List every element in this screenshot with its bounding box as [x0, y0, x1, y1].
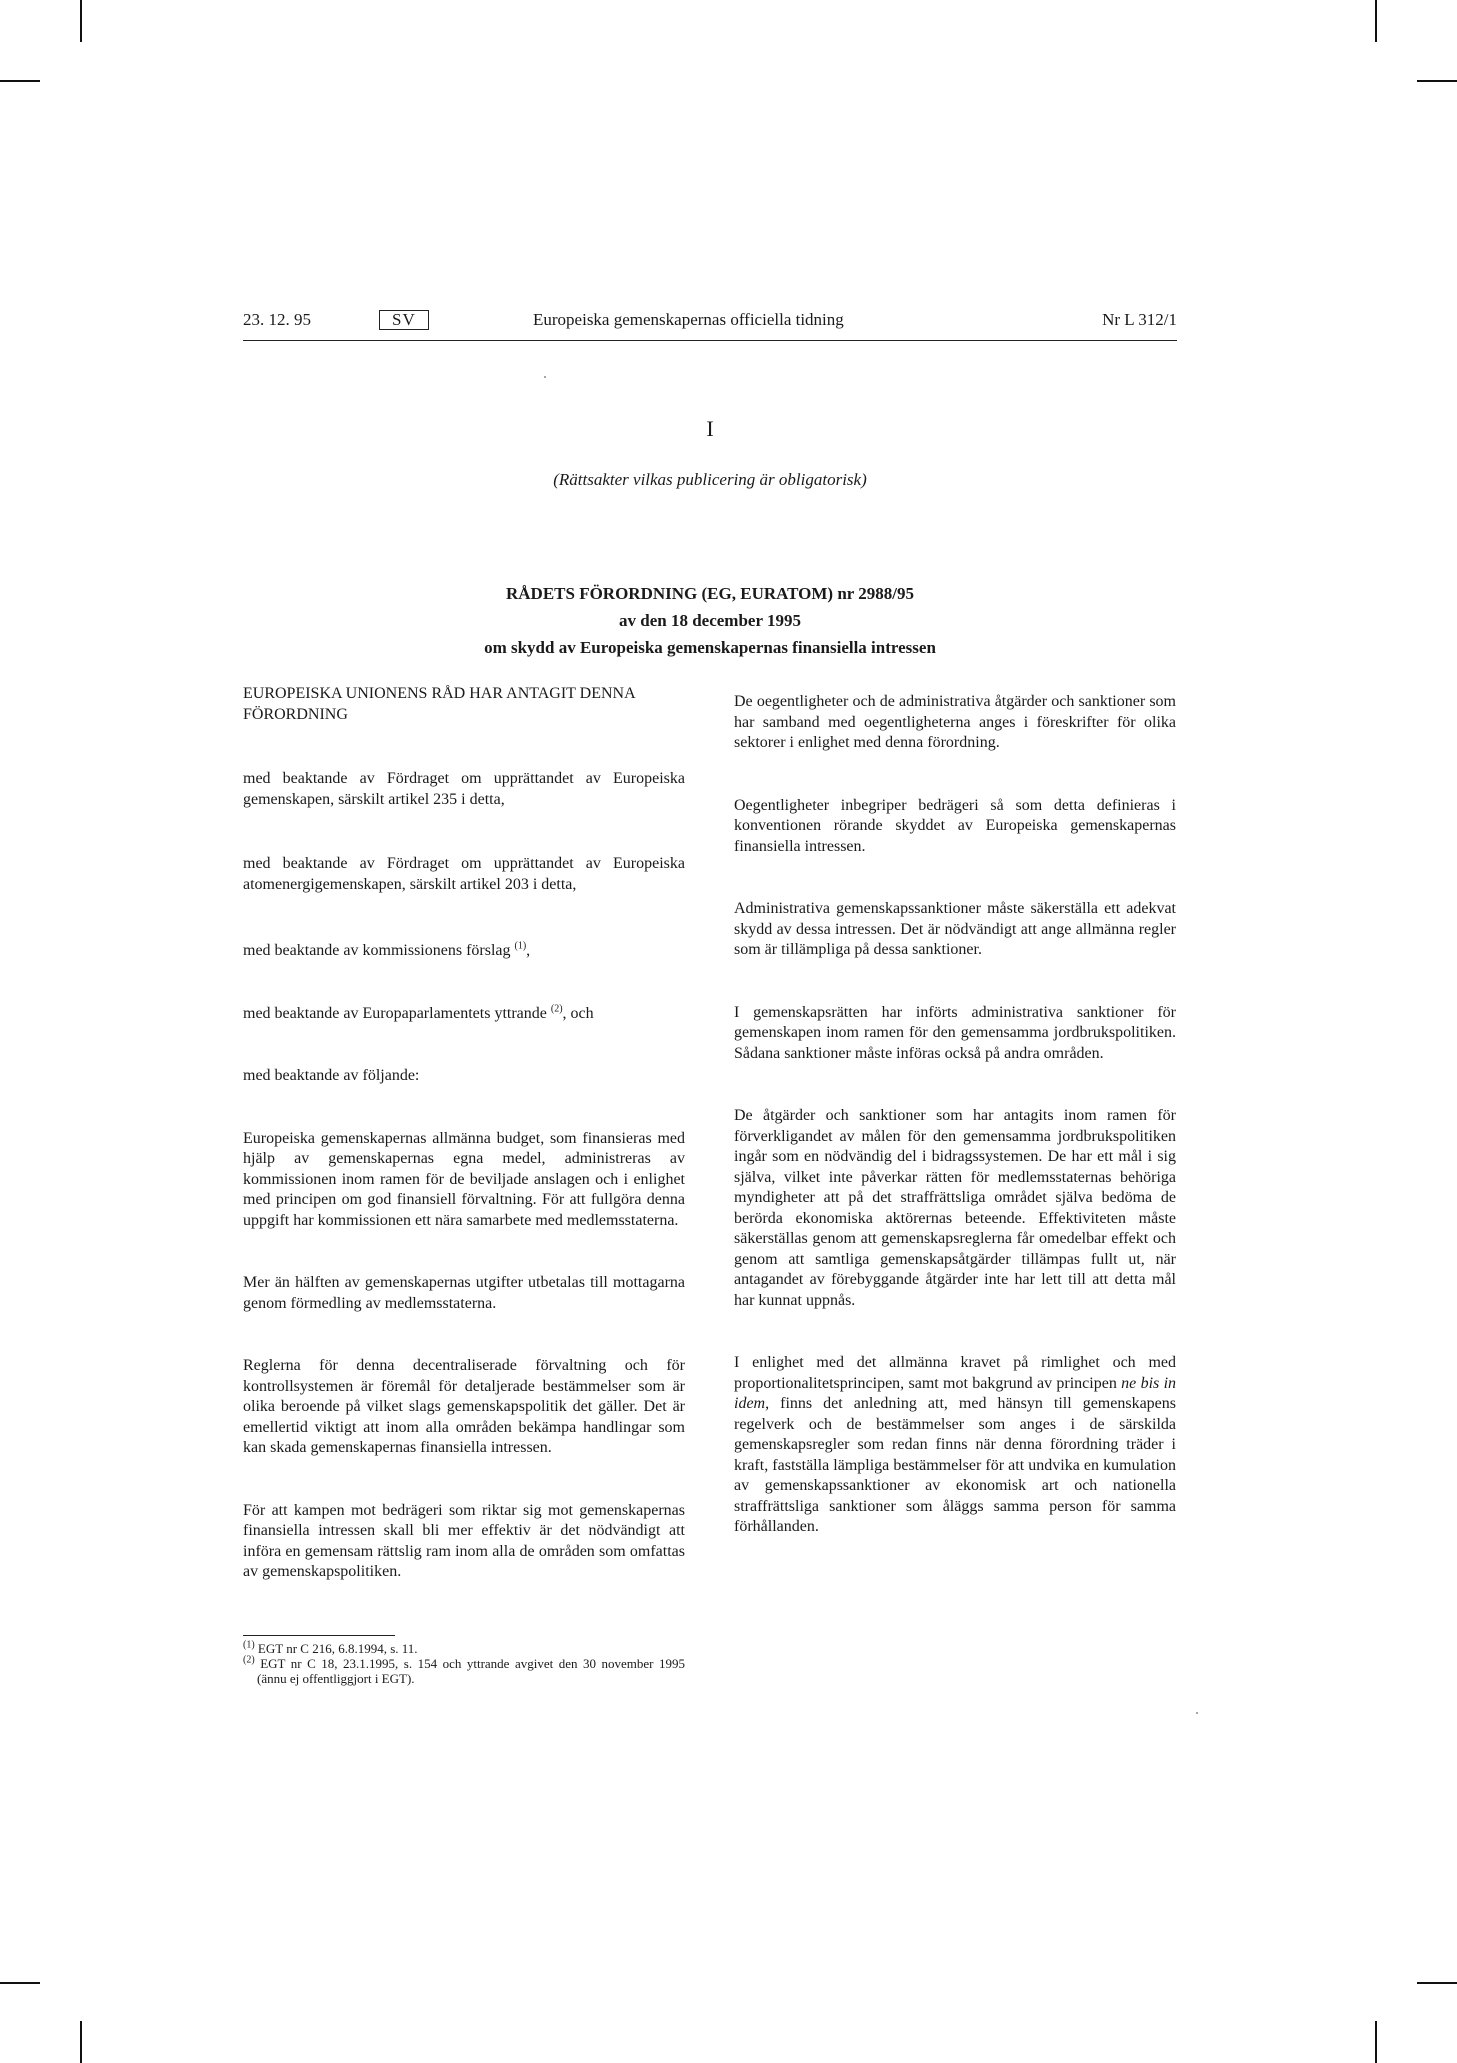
recital-legal-framework: För att kampen mot bedrägeri som riktar sig mot gemenskapernas finansiella intressen skall bli mer effektiv är det nödvändigt att införa en gemensam rättslig ram inom alla de områden som omfattas av gemenskapspolitiken.	[243, 1501, 685, 1580]
page-reference: Nr L 312/1	[1102, 310, 1177, 329]
journal-title: Europeiska gemenskapernas officiella tidning	[533, 310, 844, 329]
publication-note: (Rättsakter vilkas publicering är obligatorisk)	[553, 470, 867, 489]
recital-sanctions: Administrativa gemenskapssanktioner måste säkerställa ett adekvat skydd av dessa intressen. Det är nödvändigt att ange allmänna regler som är tillämpliga på dessa sanktioner.	[734, 900, 1176, 958]
footnote-ref-2: (2)	[550, 1003, 563, 1015]
citation4-text: med beaktande av Europaparlamentets yttrande	[243, 1004, 547, 1022]
running-header	[243, 300, 1177, 341]
citation-whereas: med beaktande av följande:	[243, 1067, 420, 1084]
crop-mark-bottom-left-vertical	[80, 2021, 82, 2063]
citation-euratom-treaty: med beaktande av Fördraget om upprättandet av Europeiska atomenergigemenskapen, särskilt artikel 203 i detta,	[243, 855, 685, 893]
citation-parliament-opinion	[243, 1004, 685, 1025]
title-line-3: om skydd av Europeiska gemenskapernas finansiella intressen	[484, 638, 936, 657]
recital-decentralised: Reglerna för denna decentraliserade förvaltning och för kontrollsystemen är föremål för detaljerade bestämmelser som är olika beroende på vilket slags gemenskapspolitik det gäller. Det är emellertid viktigt att inom alla områden bekämpa handlingar som kan skada gemenskapernas finansiella intressen.	[243, 1357, 685, 1456]
language-badge: SV	[379, 310, 429, 330]
recital-ne-bis-in-idem	[734, 1353, 1176, 1538]
footnote-2-marker: (2)	[243, 1654, 255, 1666]
crop-mark-bottom-right-vertical	[1375, 2021, 1377, 2063]
footnote-1-text: EGT nr C 216, 6.8.1994, s. 11.	[257, 1641, 418, 1656]
citation3-text: med beaktande av kommissionens förslag	[243, 942, 511, 959]
title-line-2: av den 18 december 1995	[619, 611, 801, 630]
recital10-part-a: I enlighet med det allmänna kravet på rimlighet och med proportionalitetsprincipen, samt mot bakgrund av principen	[734, 1354, 1176, 1392]
left-column	[243, 684, 685, 1583]
enacting-intro: EUROPEISKA UNIONENS RÅD HAR ANTAGIT DENNA FÖRORDNING	[243, 685, 635, 723]
part-numeral: I	[706, 416, 714, 441]
footnote-ref-1: (1)	[514, 940, 527, 952]
citation3-end: ,	[526, 942, 531, 959]
latin-phrase: ne bis in idem	[734, 1374, 1177, 1412]
right-column	[734, 684, 1176, 1538]
crop-mark-top-right-horizontal	[1417, 80, 1457, 82]
crop-mark-bottom-left-horizontal	[0, 1982, 40, 1984]
title-line-1: RÅDETS FÖRORDNING (EG, EURATOM) nr 2988/95	[505, 584, 915, 603]
footnote-2	[243, 1656, 685, 1686]
crop-mark-top-left-horizontal	[0, 80, 40, 82]
crop-mark-top-right-vertical	[1375, 0, 1377, 42]
footnote-1-marker: (1)	[243, 1639, 255, 1651]
recital-agriculture: I gemenskapsrätten har införts administrativa sanktioner för gemenskapen inom ramen för den gemensamma jordbrukspolitiken. Sådana sanktioner måste införas också på andra områden.	[734, 1003, 1176, 1062]
recital10-part-b: , finns det anledning att, med hänsyn till gemenskapens regelverk och de bestämmelser som anges i de särskilda gemenskapsregler som redan finns när denna förordning träder i kraft, fastställa lämpliga bestämmelser för att undvika en kumulation av gemenskapssanktioner av ekonomisk art och nationella straffrättsliga sanktioner som åläggs samma person för samma förhållanden.	[734, 1395, 1176, 1535]
citation4-end: , och	[562, 1004, 594, 1022]
footnote-2-text: EGT nr C 18, 23.1.1995, s. 154 och yttrande avgivet den 30 november 1995 (ännu ej offentliggjort i EGT).	[257, 1656, 685, 1686]
citation-ec-treaty: med beaktande av Fördraget om upprättandet av Europeiska gemenskapen, särskilt artikel 235 i detta,	[243, 770, 685, 808]
footnotes	[243, 1641, 685, 1686]
crop-mark-top-left-vertical	[80, 0, 82, 42]
recital-fraud: Oegentligheter inbegriper bedrägeri så som detta definieras i konventionen rörande skyddet av Europeiska gemenskapernas finansiella intressen.	[734, 796, 1176, 855]
footnote-1	[243, 1641, 685, 1656]
citation-commission-proposal	[243, 941, 685, 962]
crop-mark-bottom-right-horizontal	[1417, 1982, 1457, 1984]
scan-speck	[544, 376, 546, 378]
header-date: 23. 12. 95	[243, 310, 311, 329]
recital-budget: Europeiska gemenskapernas allmänna budget, som finansieras med hjälp av gemenskapernas egna medel, administreras av kommissionen inom ramen för de beviljade anslagen och i enlighet med principen om god finansiell förvaltning. För att fullgöra denna uppgift har kommissionen ett nära samarbete med medlemsstaterna.	[243, 1129, 685, 1229]
footnote-rule	[243, 1635, 395, 1636]
recital-irregularities: De oegentligheter och de administrativa åtgärder och sanktioner som har samband med oegentligheterna anges i föreskrifter för olika sektorer i enlighet med denna förordning.	[734, 693, 1176, 751]
recital-measures: De åtgärder och sanktioner som har antagits inom ramen för förverkligandet av målen för den gemensamma jordbrukspolitiken ingår som en nödvändig del i bidragssystemen. De har ett mål i sig själva, vilket inte påverkar rätten för medlemsstaternas behöriga myndigheter att på det straffrättsliga området själva bedöma de berörda ekonomiska aktörernas beteende. Effektiviteten måste säkerställas genom att gemenskapsreglerna får omedelbar effekt och genom att samtliga gemenskapsåtgärder tillämpas fullt ut, när antagandet av förebyggande åtgärder inte har lett till att detta mål har kunnat uppnås.	[734, 1107, 1176, 1309]
scan-speck	[1196, 1712, 1198, 1714]
recital-expenditure: Mer än hälften av gemenskapernas utgifter utbetalas till mottagarna genom förmedling av medlemsstaterna.	[243, 1274, 685, 1312]
regulation-title	[0, 580, 1420, 661]
